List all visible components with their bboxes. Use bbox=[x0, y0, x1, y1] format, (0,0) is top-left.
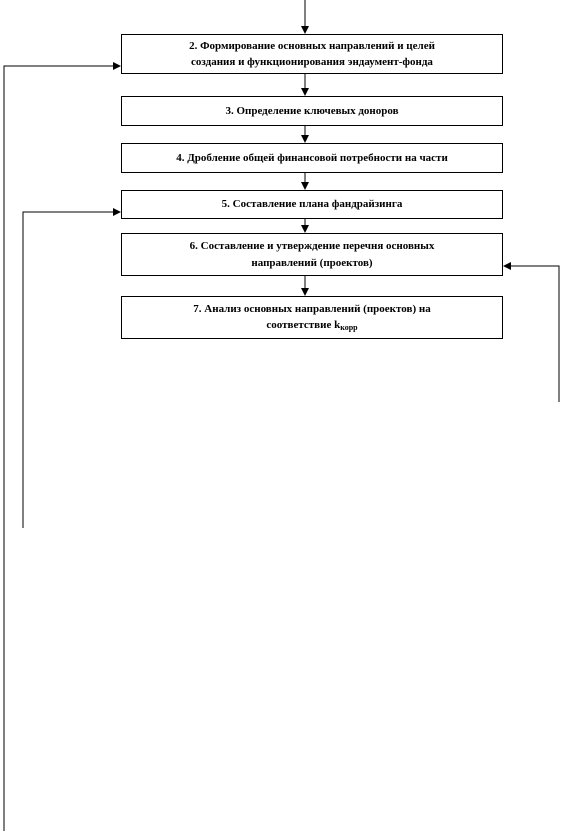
feedback-line-to-step-2 bbox=[4, 66, 120, 831]
step-6-box bbox=[121, 233, 503, 276]
feedback-line-to-step-5 bbox=[23, 212, 120, 528]
feedback-line-to-step-6 bbox=[504, 266, 559, 402]
step-7-label bbox=[193, 301, 430, 335]
step-2-label: 2. Формирование основных направлений и целей создания и функционирования эндаумент-фонда bbox=[189, 39, 435, 68]
step-6-label: 6. Составление и утверждение перечня основных направлений (проектов) bbox=[189, 240, 435, 269]
step-7-subscript: корр bbox=[340, 323, 358, 333]
step-4-label: 4. Дробление общей финансовой потребности на части bbox=[176, 151, 448, 164]
step-7-box bbox=[121, 296, 503, 339]
step-7-main-text: 7. Анализ основных направлений (проектов) на соответствие k bbox=[193, 302, 431, 332]
step-5-label: 5. Составление плана фандрайзинга bbox=[221, 198, 403, 211]
step-3-label: 3. Определение ключевых доноров bbox=[225, 104, 399, 117]
step-2-box bbox=[121, 34, 503, 74]
step-4-box bbox=[121, 143, 503, 173]
step-3-box bbox=[121, 96, 503, 126]
step-5-box bbox=[121, 190, 503, 219]
